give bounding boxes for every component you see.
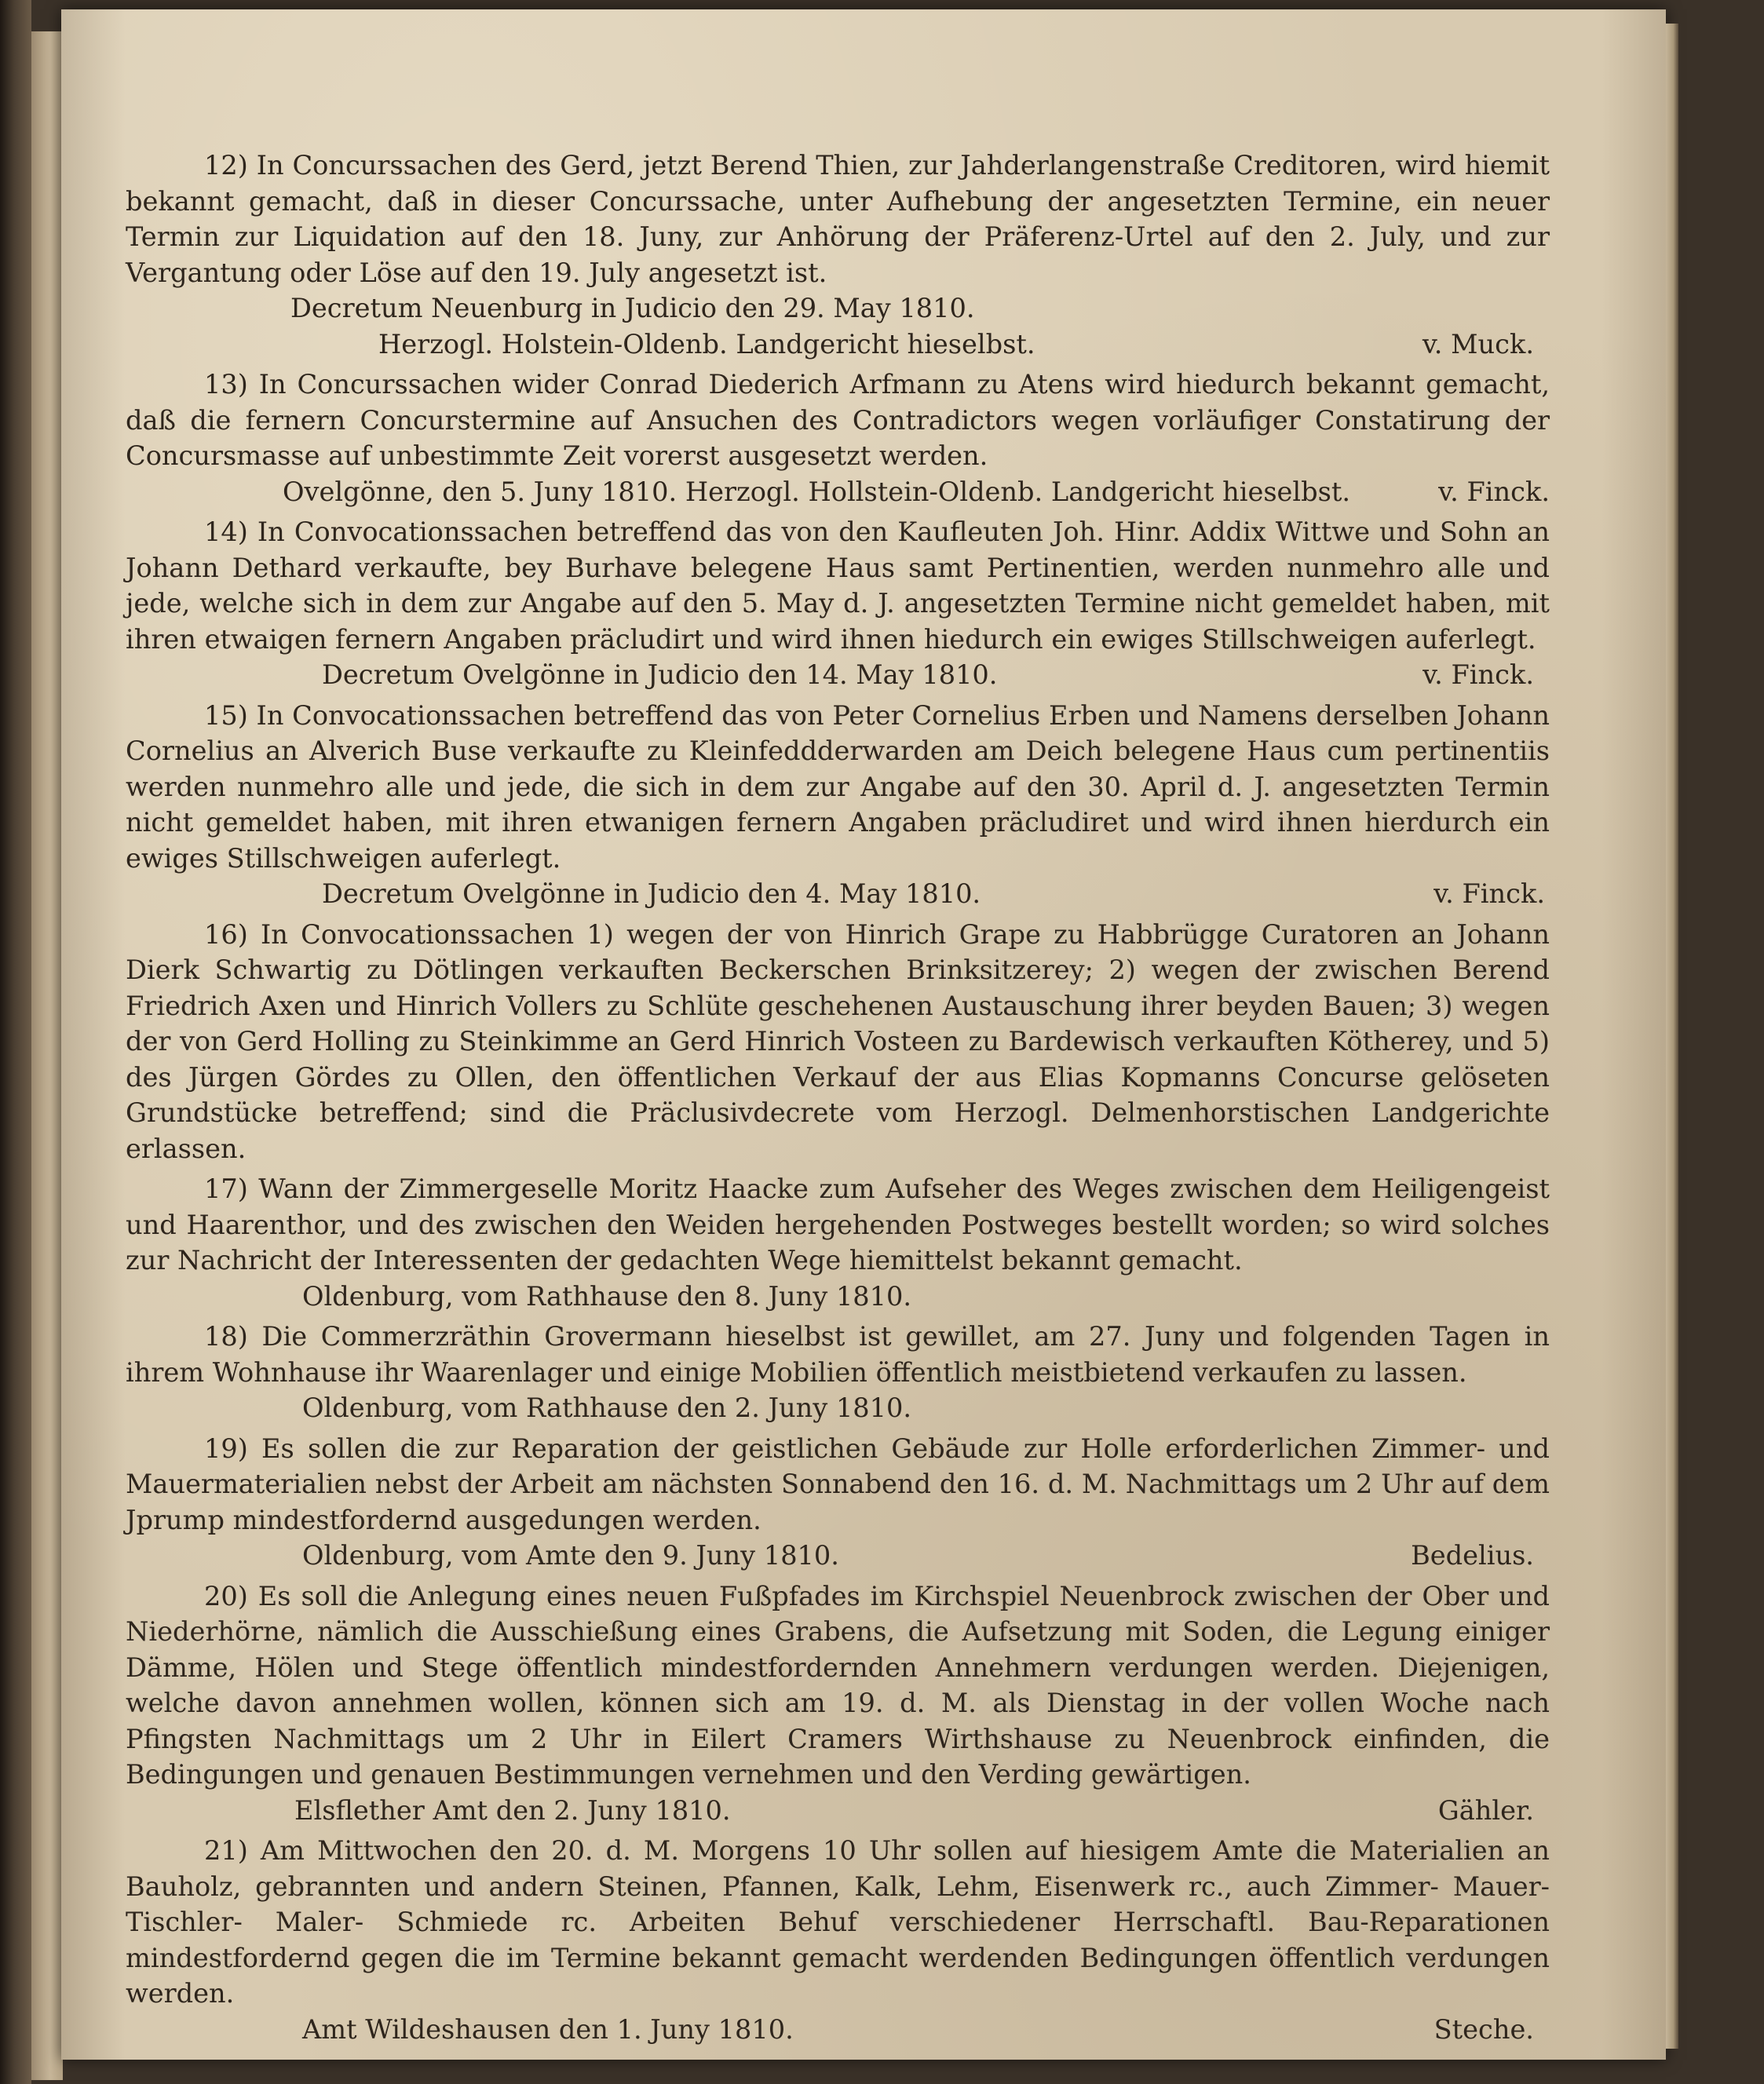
signature: v. Muck. — [1422, 328, 1534, 359]
notice-21 — [126, 1833, 1550, 2047]
date-line-place: Oldenburg, vom Rathhause den 8. Juny 1810. — [302, 1280, 912, 1312]
notice-12 — [126, 148, 1550, 362]
notice-text: 20) Es soll die Anlegung eines neuen Fußpfades im Kirchspiel Neuenbrock zwischen der Ober und Niederhörne, nämlich die Ausschießung eines Grabens, die Aufsetzung mit Soden, die Legung einiger Dämme, Hölen und Stege öffentlich mindestfordernden Annehmern verdungen werden. Diejenigen, welche davon annehmen wollen, können sich am 19. d. M. als Dienstag in der vollen Woche nach Pfingsten Nachmittags um 2 Uhr in Eilert Cramers Wirthshause zu Neuenbrock einfinden, die Bedingungen und genauen Bestimmungen vernehmen und den Verding gewärtigen. — [126, 1580, 1550, 1790]
date-line-place: Decretum Ovelgönne in Judicio den 14. May 1810. — [322, 659, 998, 690]
date-line — [126, 2012, 1550, 2048]
date-line — [126, 1390, 1550, 1426]
notice-text: 12) In Concurssachen des Gerd, jetzt Berend Thien, zur Jahderlangenstraße Creditoren, wird hiemit bekannt gemacht, daß in dieser Concurssache, unter Aufhebung der angesetzten Termine, ein neuer Termin zur Liquidation auf den 18. Juny, zur Anhörung der Präferenz-Urtel auf den 2. July, und zur Vergantung oder Löse auf den 19. July angesetzt ist. — [126, 150, 1550, 288]
date-line-place: Elsflether Amt den 2. Juny 1810. — [294, 1794, 731, 1826]
notice-19 — [126, 1431, 1550, 1574]
date-line — [126, 290, 1550, 327]
date-line-place: Ovelgönne, den 5. Juny 1810. Herzogl. Hollstein-Oldenb. Landgericht hieselbst. — [283, 476, 1351, 507]
notice-18 — [126, 1319, 1550, 1426]
date-line-place: Decretum Neuenburg in Judicio den 29. May 1810. — [290, 293, 975, 323]
date-line — [126, 474, 1550, 510]
signature: Bedelius. — [1411, 1540, 1534, 1571]
signature: Steche. — [1433, 2013, 1534, 2045]
date-line — [126, 327, 1550, 363]
signature: v. Finck. — [1433, 878, 1545, 909]
date-line — [126, 1279, 1550, 1315]
notice-text: 21) Am Mittwochen den 20. d. M. Morgens 10 Uhr sollen auf hiesigem Amte die Materialien an Bauholz, gebrannten und andern Steinen, Pfannen, Kalk, Lehm, Eisenwerk rc., auch Zimmer- Mauer- Tischler- Maler- Schmiede rc. Arbeiten Behuf verschiedener Herrschaftl. Bau-Reparationen mindestfordernd gegen die im Termine bekannt gemacht werdenden Bedingungen öffentlich verdungen werden. — [126, 1835, 1550, 2009]
signature: Gähler. — [1437, 1794, 1534, 1826]
notice-text: 17) Wann der Zimmergeselle Moritz Haacke zum Aufseher des Weges zwischen dem Heiligengeist und Haarenthor, und des zwischen den Weiden hergehenden Postweges bestellt worden; so wird solches zur Nachricht der Interessenten der gedachten Wege hiemittelst bekannt gemacht. — [126, 1173, 1550, 1276]
notice-16 — [126, 917, 1550, 1167]
date-line — [126, 1538, 1550, 1574]
date-line-place: Oldenburg, vom Amte den 9. Juny 1810. — [302, 1540, 839, 1571]
notice-text: 14) In Convocationssachen betreffend das von den Kaufleuten Joh. Hinr. Addix Wittwe und Sohn an Johann Dethard verkaufte, bey Burhave belegene Haus samt Pertinentien, werden nunmehro alle und jede, welche sich in dem zur Angabe auf den 5. May d. J. angesetzten Termine nicht gemeldet haben, mit ihren etwaigen fernern Angaben präcludirt und wird ihnen hiedurch ein ewiges Stillschweigen auferlegt. — [126, 516, 1550, 655]
date-line — [126, 876, 1550, 912]
date-line — [126, 657, 1550, 693]
notice-20 — [126, 1579, 1550, 1829]
date-line-place: Decretum Ovelgönne in Judicio den 4. May 1810. — [322, 878, 981, 909]
notice-17 — [126, 1171, 1550, 1314]
document-page — [61, 9, 1666, 2060]
page-edge — [1666, 24, 1678, 2049]
notice-13 — [126, 367, 1550, 509]
date-line-place: Herzogl. Holstein-Oldenb. Landgericht hieselbst. — [378, 328, 1035, 359]
signature: v. Finck. — [1438, 476, 1550, 507]
notice-text: 18) Die Commerzräthin Grovermann hieselbst ist gewillet, am 27. Juny und folgenden Tagen in ihrem Wohnhause ihr Waarenlager und einige Mobilien öffentlich meistbietend verkaufen zu lassen. — [126, 1321, 1550, 1388]
date-line-place: Oldenburg, vom Rathhause den 2. Juny 1810. — [302, 1392, 912, 1423]
notice-list — [126, 148, 1550, 2047]
notice-text: 19) Es sollen die zur Reparation der geistlichen Gebäude zur Holle erforderlichen Zimmer- und Mauermaterialien nebst der Arbeit am nächsten Sonnabend den 16. d. M. Nachmittags um 2 Uhr auf dem Jprump mindestfordernd ausgedungen werden. — [126, 1433, 1550, 1535]
notice-15 — [126, 698, 1550, 912]
notice-text: 16) In Convocationssachen 1) wegen der von Hinrich Grape zu Habbrügge Curatoren an Johann Dierk Schwartig zu Dötlingen verkauften Beckerschen Brinksitzerey; 2) wegen der zwischen Berend Friedrich Axen und Hinrich Vollers zu Schlüte geschehenen Austauschung ihrer beyden Bauen; 3) wegen der von Gerd Holling zu Steinkimme an Gerd Hinrich Vosteen zu Bardewisch verkauften Kötherey, und 5) des Jürgen Gördes zu Ollen, den öffentlichen Verkauf der aus Elias Kopmanns Concurse gelöseten Grundstücke betreffend; sind die Präclusivdecrete vom Herzogl. Delmenhorstischen Landgerichte erlassen. — [126, 918, 1550, 1164]
previous-page-edge — [31, 31, 63, 2080]
signature: v. Finck. — [1423, 659, 1534, 690]
date-line-place: Amt Wildeshausen den 1. Juny 1810. — [302, 2013, 794, 2045]
date-line — [126, 1793, 1550, 1829]
book-spine — [0, 0, 31, 2084]
notice-text: 13) In Concurssachen wider Conrad Diederich Arfmann zu Atens wird hiedurch bekannt gemacht, daß die fernern Concurstermine auf Ansuchen des Contradictors wegen vorläufiger Constatirung der Concursmasse auf unbestimmte Zeit vorerst ausgesetzt werden. — [126, 369, 1550, 471]
notice-14 — [126, 514, 1550, 693]
notice-text: 15) In Convocationssachen betreffend das von Peter Cornelius Erben und Namens derselben Johann Cornelius an Alverich Buse verkaufte zu Kleinfeddderwarden am Deich belegene Haus cum pertinentiis werden nunmehro alle und jede, die sich in dem zur Angabe auf den 30. April d. J. angesetzten Termin nicht gemeldet haben, mit ihren etwanigen fernern Angaben präcludiret und wird ihnen hierdurch ein ewiges Stillschweigen auferlegt. — [126, 699, 1550, 874]
